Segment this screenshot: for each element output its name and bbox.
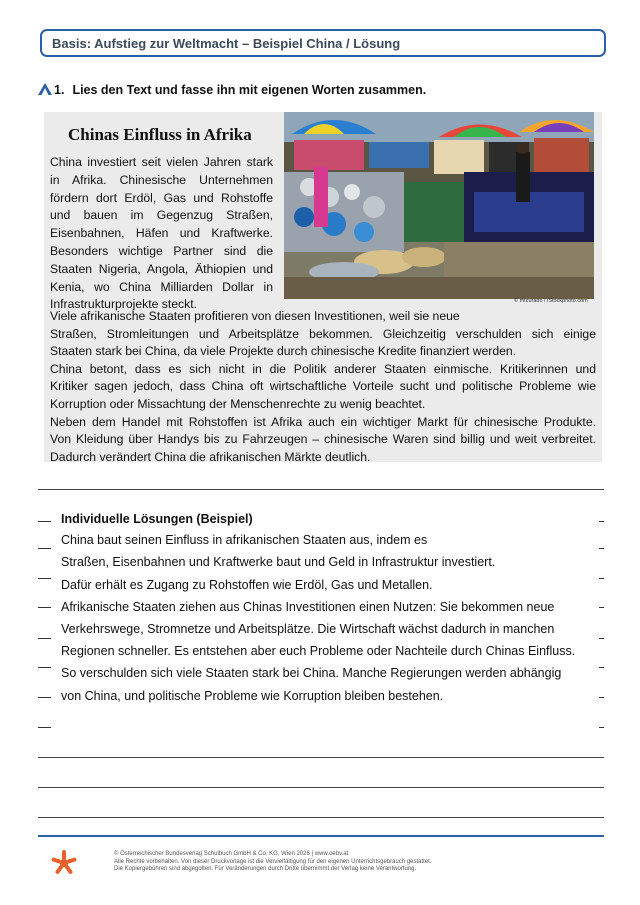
line-marker (38, 578, 51, 579)
triangle-level-icon (38, 83, 52, 95)
answer-line (38, 817, 604, 818)
article-line: Besonders wichtige Partner sind die (50, 243, 273, 258)
task-instruction (38, 83, 426, 99)
image-credit: © mtcurado / iStockphoto.com (514, 298, 588, 304)
footer-copyright (114, 851, 432, 874)
article-line: Eisenbahnen, Häfen und Kraftwerke. (50, 226, 273, 241)
task-text: Lies den Text und fasse ihn mit eigenen Worten zusammen. (72, 83, 427, 97)
solution-line: Straßen, Eisenbahnen und Kraftwerke baut und Geld in Infrastruktur investiert. (61, 555, 496, 569)
line-marker (38, 667, 51, 668)
article-line: China betont, dass es sich nicht in die Politik anderer Staaten einmische. Kritikerinnen und (50, 361, 596, 376)
solution-line: von China, und politische Probleme wie Korruption bleiben bestehen. (61, 689, 444, 703)
solution-line: Regionen schneller. Es entstehen aber euch Probleme oder Nachteile durch Chinas Einfluss. (61, 644, 576, 658)
article-line: in Afrika. Chinesische Unternehmen (50, 172, 273, 187)
line-marker (599, 638, 604, 639)
article-box (44, 112, 602, 462)
solution-line: Dafür erhält es Zugang zu Rohstoffen wie Erdöl, Gas und Metallen. (61, 578, 433, 592)
solution-line: China baut seinen Einfluss in afrikanischen Staaten aus, indem es (61, 533, 428, 547)
article-title: Chinas Einfluss in Afrika (68, 125, 252, 144)
article-line: Korruption oder Missachtung der Menschenrechte zu wenig beachtet. (50, 396, 426, 411)
page-title: Basis: Aufstieg zur Weltmacht – Beispiel China / Lösung (52, 36, 401, 51)
article-line: Staaten stark bei China, da viele Projekte durch chinesische Kredite finanziert werden. (50, 344, 517, 359)
solution-line: Verkehrswege, Stromnetze und Arbeitsplätze. Die Wirtschaft wächst dadurch in manchen (61, 622, 555, 636)
footer-divider (38, 835, 604, 837)
article-line: Von Kleidung über Handys bis zu Fahrzeugen – chinesische Waren sind billig und weit verbreitet. (50, 432, 596, 447)
article-line: Staaten Nigeria, Angola, Äthiopien und (50, 261, 273, 276)
line-marker (599, 727, 604, 728)
article-line: China investiert seit vielen Jahren stark (50, 155, 273, 169)
line-marker (38, 697, 51, 698)
footer-line: © Österreichischer Bundesverlag Schulbuch GmbH & Co. KG, Wien 2026 | www.oebv.at (114, 851, 349, 857)
line-marker (599, 548, 604, 549)
line-marker (599, 578, 604, 579)
footer-line: Alle Rechte vorbehalten. Von dieser Druckvorlage ist die Vervielfältigung für den eigenen Unterrichtsgebrauch gestattet. (114, 858, 432, 865)
answer-line (38, 787, 604, 788)
publisher-logo-icon (50, 849, 78, 877)
article-line: fördern dort Erdöl, Gas und Rohstoffe (50, 190, 273, 205)
line-marker (38, 548, 51, 549)
solution-title: Individuelle Lösungen (Beispiel) (61, 512, 253, 526)
solution-line: Afrikanische Staaten ziehen aus Chinas Investitionen einen Nutzen: Sie bekommen neue (61, 600, 555, 614)
solution-line: So verschulden sich viele Staaten stark bei China. Manche Regierungen werden abhängig (61, 666, 562, 680)
article-intro (50, 154, 273, 314)
line-marker (38, 607, 51, 608)
line-marker (599, 521, 604, 522)
footer-line: Die Kopiergebühren sind abgegolten. Für Veränderungen durch Dritte übernimmt der Verlag keine Verantwortung. (114, 866, 417, 873)
article-line: und bauen im Gegenzug Straßen, (50, 208, 273, 223)
article-line: Infrastrukturprojekte steckt. (50, 297, 197, 312)
answer-line (38, 757, 604, 758)
line-marker (599, 607, 604, 608)
header-box (40, 29, 606, 57)
answer-line (38, 489, 604, 490)
market-photo (284, 112, 594, 299)
task-number: 1. (54, 83, 65, 97)
article-line: Kritiker sagen jedoch, dass China oft wirtschaftliche Vorteile sucht und politische Probleme wie (50, 379, 596, 394)
line-marker (38, 521, 51, 522)
article-body (50, 308, 596, 466)
line-marker (38, 727, 51, 728)
article-line: Viele afrikanische Staaten profitieren von diesen Investitionen, weil sie neue (50, 309, 460, 323)
line-marker (599, 667, 604, 668)
article-line: Kenia, wo China Milliarden Dollar in (50, 279, 273, 294)
line-marker (599, 697, 604, 698)
line-marker (38, 638, 51, 639)
article-line: Dadurch verändert China die afrikanischen Märkte deutlich. (50, 449, 371, 464)
article-line: Neben dem Handel mit Rohstoffen ist Afrika auch ein wichtiger Markt für chinesische Produkte. (50, 414, 596, 429)
article-line: Straßen, Stromleitungen und Arbeitsplätze bekommen. Gleichzeitig verschulden sich einige (50, 326, 596, 341)
